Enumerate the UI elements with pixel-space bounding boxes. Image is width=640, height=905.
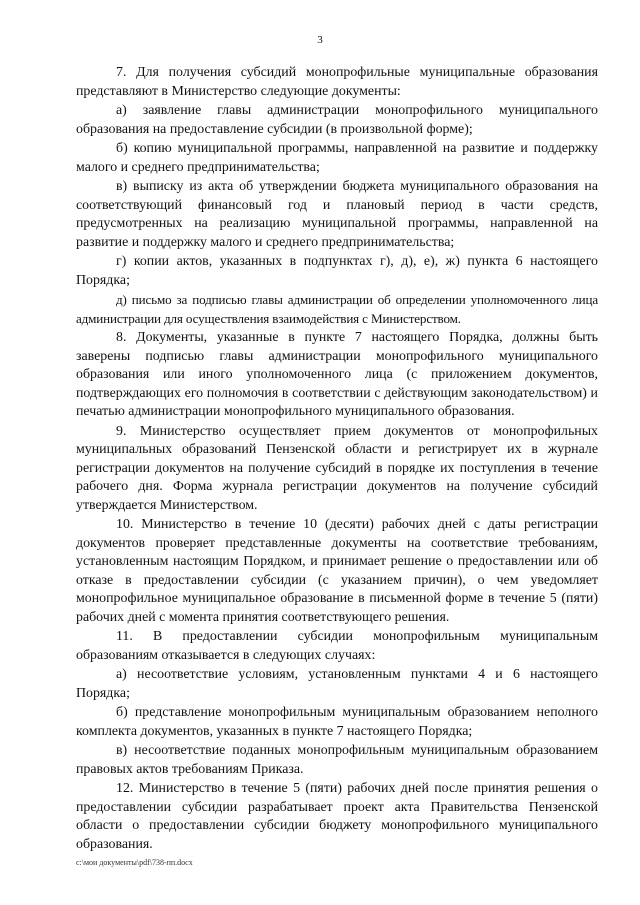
paragraph-11b: б) представление монопрофильным муниципальным образованием неполного комплекта документов, указанных в пункте 7 настоящего Порядка;	[76, 705, 598, 739]
paragraph-7g: г) копии актов, указанных в подпунктах г), д), е), ж) пункта 6 настоящего Порядка;	[76, 254, 598, 288]
paragraph-8: 8. Документы, указанные в пункте 7 настоящего Порядка, должны быть заверены подписью главы администрации монопрофильного муниципального образования или иного уполномоченного лица (с приложением документов, подтверждающих его полномочия в соответствии с действующим законодательством) и печатью администрации монопрофильного муниципального образования.	[76, 330, 598, 419]
page-number: 3	[317, 34, 323, 46]
paragraph-7v: в) выписку из акта об утверждении бюджета муниципального образования на соответствующий финансовый год и плановый период в части средств, предусмотренных на реализацию муниципальной программы, направленной на развитие и поддержку малого и среднего предпринимательства;	[76, 179, 598, 250]
paragraph-11: 11. В предоставлении субсидии монопрофильным муниципальным образованиям отказывается в следующих случаях:	[76, 629, 598, 663]
paragraph-7a: а) заявление главы администрации монопрофильного муниципального образования на предоставление субсидии (в произвольной форме);	[76, 103, 598, 137]
paragraph-7: 7. Для получения субсидий монопрофильные муниципальные образования представляют в Министерство следующие документы:	[76, 65, 598, 99]
paragraph-12: 12. Министерство в течение 5 (пяти) рабочих дней после принятия решения о предоставлении субсидии разрабатывает проект акта Правительства Пензенской области о предоставлении субсидии бюджету монопрофильного муниципального образования.	[76, 781, 598, 852]
paragraph-7d: д) письмо за подписью главы администрации об определении уполномоченного лица администрации для осуществления взаимодействия с Министерством.	[76, 292, 598, 326]
paragraph-11a: а) несоответствие условиям, установленным пунктами 4 и 6 настоящего Порядка;	[76, 667, 598, 701]
file-path-footer: c:\мои документы\pdf\738-пп.docx	[76, 858, 193, 867]
paragraph-9: 9. Министерство осуществляет прием документов от монопрофильных муниципальных образований Пензенской области и регистрирует их в журнале регистрации документов на получение субсидий в порядке их поступления в течение рабочего дня. Форма журнала регистрации документов на получение субсидий утверждается Министерством.	[76, 423, 598, 513]
paragraph-10: 10. Министерство в течение 10 (десяти) рабочих дней с даты регистрации документов проверяет представленные документы на соответствие требованиям, установленным настоящим Порядком, и принимает решение о предоставлении или об отказе в предоставлении субсидии (с указанием причин), о чем уведомляет монопрофильное муниципальное образование в письменной форме в течение 5 (пяти) рабочих дней с момента принятия соответствующего решения.	[76, 517, 598, 625]
paragraph-11v: в) несоответствие поданных монопрофильным муниципальным образованием правовых актов требованиям Приказа.	[76, 743, 598, 777]
document-body	[76, 64, 598, 855]
paragraph-7b: б) копию муниципальной программы, направленной на развитие и поддержку малого и среднего предпринимательства;	[76, 141, 598, 175]
